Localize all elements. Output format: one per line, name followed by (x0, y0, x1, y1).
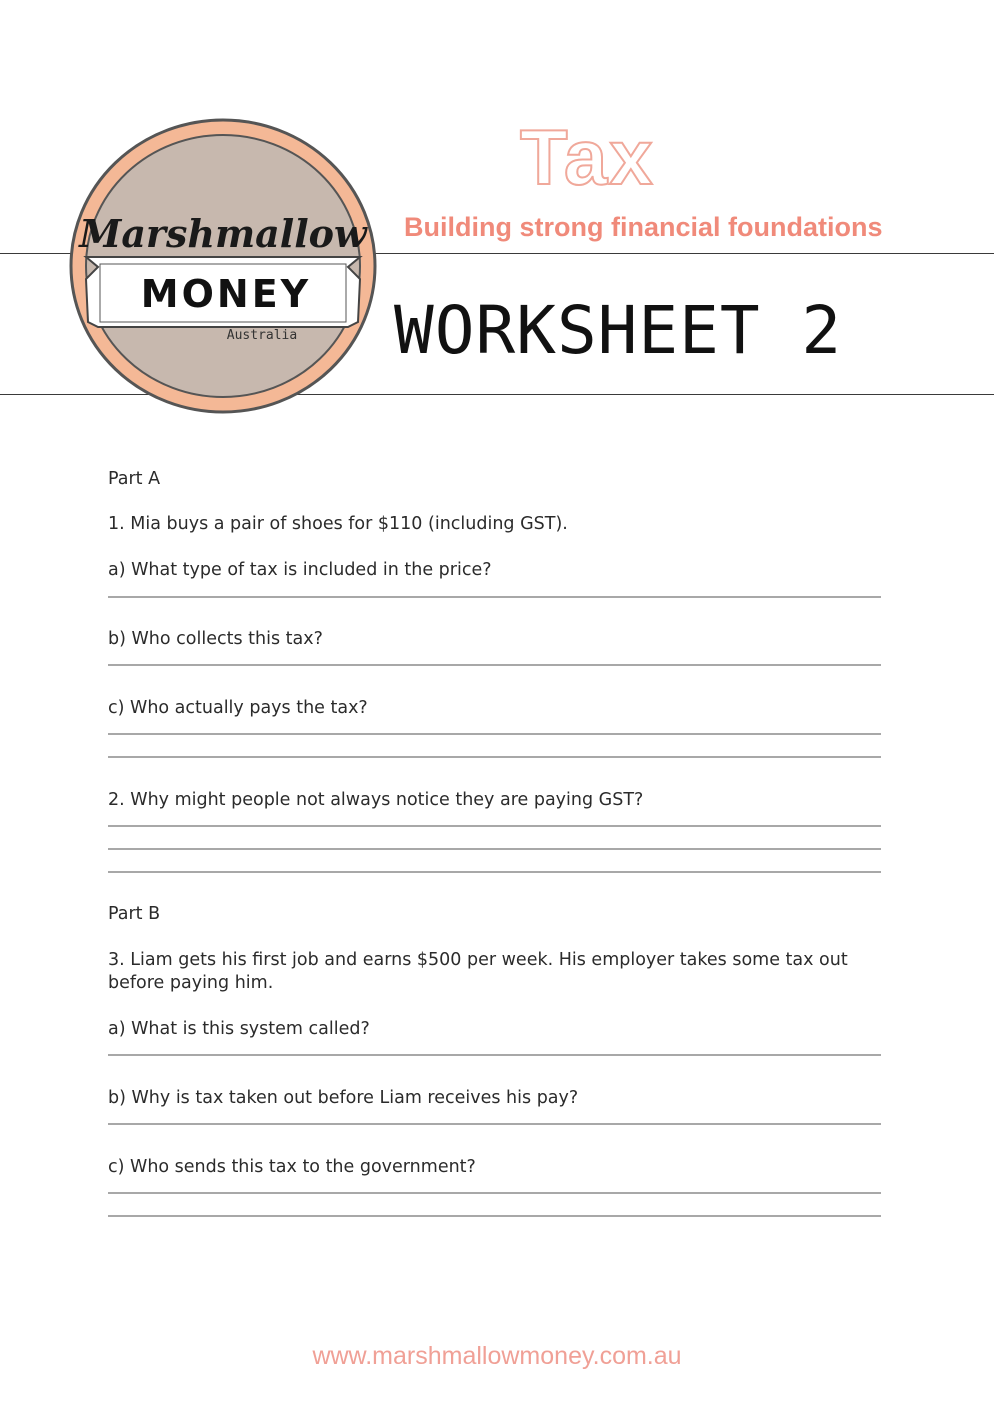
footer-url[interactable]: www.marshmallowmoney.com.au (312, 1342, 682, 1370)
worksheet-label: WORKSHEET 2 (394, 292, 843, 369)
answer-line[interactable] (108, 733, 881, 735)
question-1c: c) Who actually pays the tax? (108, 698, 368, 718)
page-subtitle: Building strong financial foundations (404, 212, 883, 242)
answer-line[interactable] (108, 664, 881, 666)
question-1b: b) Who collects this tax? (108, 629, 323, 649)
answer-line[interactable] (108, 1192, 881, 1194)
answer-line[interactable] (108, 871, 881, 873)
svg-text:MONEY: MONEY (140, 272, 312, 316)
question-3: 3. Liam gets his first job and earns $500 per week. His employer takes some tax out before paying him. (108, 950, 848, 993)
part-a-heading: Part A (108, 469, 161, 489)
answer-line[interactable] (108, 848, 881, 850)
answer-line[interactable] (108, 1123, 881, 1125)
question-2: 2. Why might people not always notice they are paying GST? (108, 790, 644, 810)
answer-line[interactable] (108, 1054, 881, 1056)
question-1a: a) What type of tax is included in the price? (108, 560, 492, 580)
question-1: 1. Mia buys a pair of shoes for $110 (including GST). (108, 514, 568, 534)
answer-line[interactable] (108, 756, 881, 758)
answer-line[interactable] (108, 825, 881, 827)
answer-line[interactable] (108, 596, 881, 598)
page-title: Tax (520, 113, 655, 201)
question-3a: a) What is this system called? (108, 1019, 370, 1039)
part-b-heading: Part B (108, 904, 161, 924)
question-3b: b) Why is tax taken out before Liam receives his pay? (108, 1088, 579, 1108)
svg-text:Marshmallow: Marshmallow (79, 211, 367, 256)
question-3c: c) Who sends this tax to the government? (108, 1157, 476, 1177)
answer-line[interactable] (108, 1215, 881, 1217)
marshmallow-money-logo (68, 117, 378, 415)
svg-text:Australia: Australia (226, 328, 298, 343)
